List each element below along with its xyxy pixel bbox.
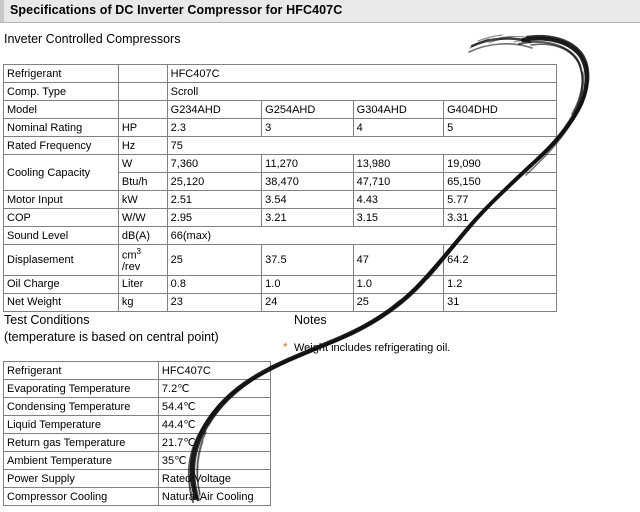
row-value: 31	[444, 293, 557, 311]
row-value: 2.51	[167, 191, 262, 209]
row-value: HFC407C	[158, 362, 270, 380]
row-unit: kg	[118, 293, 167, 311]
row-value: 7.2℃	[158, 380, 270, 398]
row-unit: Hz	[118, 137, 167, 155]
row-value: 13,980	[353, 155, 443, 173]
table-row	[4, 398, 271, 416]
row-label: Ambient Temperature	[4, 452, 159, 470]
row-value: Natural Air Cooling	[158, 488, 270, 506]
test-conditions-table	[3, 361, 271, 506]
table-row	[4, 293, 557, 311]
row-value: 25	[167, 245, 262, 276]
row-unit: W	[118, 155, 167, 173]
row-value: 5	[444, 119, 557, 137]
row-label: Sound Level	[4, 227, 119, 245]
row-label: Liquid Temperature	[4, 416, 159, 434]
section-heading-test-conditions: Test Conditions	[4, 313, 90, 327]
row-value: 47,710	[353, 173, 443, 191]
row-value: 65,150	[444, 173, 557, 191]
document-title-bar	[0, 0, 640, 23]
row-unit	[118, 245, 167, 276]
table-row	[4, 416, 271, 434]
row-label: Condensing Temperature	[4, 398, 159, 416]
row-unit: Btu/h	[118, 173, 167, 191]
row-value: 35℃	[158, 452, 270, 470]
row-value: HFC407C	[167, 65, 556, 83]
row-value: 3.31	[444, 209, 557, 227]
row-value: 3.21	[262, 209, 353, 227]
unit-exponent: 3	[136, 247, 141, 256]
row-value: 4.43	[353, 191, 443, 209]
row-label: Refrigerant	[4, 362, 159, 380]
table-row	[4, 155, 557, 173]
row-value: 75	[167, 137, 556, 155]
unit-cm: cm	[121, 249, 137, 262]
row-value: 0.8	[167, 275, 262, 293]
row-value: 2.95	[167, 209, 262, 227]
row-value: 66(max)	[167, 227, 556, 245]
row-value: 54.4℃	[158, 398, 270, 416]
row-label: Refrigerant	[4, 65, 119, 83]
row-label: Nominal Rating	[4, 119, 119, 137]
table-row	[4, 137, 557, 155]
row-unit	[118, 65, 167, 83]
row-label: Displasement	[4, 245, 119, 276]
table-row	[4, 119, 557, 137]
row-label: Motor Input	[4, 191, 119, 209]
table-row	[4, 191, 557, 209]
row-value: 3.54	[262, 191, 353, 209]
row-value: 1.0	[262, 275, 353, 293]
row-unit: kW	[118, 191, 167, 209]
row-value: 2.3	[167, 119, 262, 137]
row-value: G234AHD	[167, 101, 262, 119]
row-value: 7,360	[167, 155, 262, 173]
row-label: Cooling Capacity	[4, 155, 119, 191]
title-accent	[0, 0, 4, 22]
row-value: G304AHD	[353, 101, 443, 119]
row-value: 25,120	[167, 173, 262, 191]
row-value: 44.4℃	[158, 416, 270, 434]
row-value: 24	[262, 293, 353, 311]
row-value: 19,090	[444, 155, 557, 173]
note-marker-icon: *	[283, 340, 288, 354]
row-value: 3	[262, 119, 353, 137]
section-heading-compressors: Inveter Controlled Compressors	[4, 32, 181, 46]
row-label: Compressor Cooling	[4, 488, 159, 506]
table-row	[4, 380, 271, 398]
row-value: 23	[167, 293, 262, 311]
row-value: 64.2	[444, 245, 557, 276]
row-label: Evaporating Temperature	[4, 380, 159, 398]
row-unit: W/W	[118, 209, 167, 227]
table-row	[4, 452, 271, 470]
table-row	[4, 434, 271, 452]
row-value: 1.0	[353, 275, 443, 293]
row-value: Scroll	[167, 83, 556, 101]
table-row	[4, 101, 557, 119]
row-unit: dB(A)	[118, 227, 167, 245]
row-value: 3.15	[353, 209, 443, 227]
row-label: Rated Frequency	[4, 137, 119, 155]
table-row	[4, 362, 271, 380]
row-value: G254AHD	[262, 101, 353, 119]
table-row	[4, 275, 557, 293]
section-heading-notes: Notes	[294, 313, 327, 327]
row-value: 5.77	[444, 191, 557, 209]
table-row	[4, 245, 557, 276]
table-row	[4, 488, 271, 506]
table-row	[4, 65, 557, 83]
row-label: COP	[4, 209, 119, 227]
note-text: Weight includes refrigerating oil.	[294, 342, 451, 354]
row-unit: Liter	[118, 275, 167, 293]
row-value: Rated Voltage	[158, 470, 270, 488]
row-value: 11,270	[262, 155, 353, 173]
page-title: Specifications of DC Inverter Compressor for HFC407C	[10, 3, 343, 17]
row-unit	[118, 83, 167, 101]
table-row	[4, 83, 557, 101]
table-row	[4, 227, 557, 245]
row-value: G404DHD	[444, 101, 557, 119]
specifications-table	[3, 64, 557, 312]
row-value: 37.5	[262, 245, 353, 276]
row-value: 47	[353, 245, 443, 276]
row-value: 1.2	[444, 275, 557, 293]
row-unit	[118, 101, 167, 119]
table-row	[4, 470, 271, 488]
row-label: Comp. Type	[4, 83, 119, 101]
table-row	[4, 209, 557, 227]
row-label: Net Weight	[4, 293, 119, 311]
row-value: 38,470	[262, 173, 353, 191]
section-subheading-test-conditions: (temperature is based on central point)	[4, 330, 219, 344]
row-label: Power Supply	[4, 470, 159, 488]
row-label: Return gas Temperature	[4, 434, 159, 452]
unit-per-rev: /rev	[121, 261, 141, 274]
row-label: Oil Charge	[4, 275, 119, 293]
row-unit: HP	[118, 119, 167, 137]
row-value: 4	[353, 119, 443, 137]
row-value: 21.7℃	[158, 434, 270, 452]
row-value: 25	[353, 293, 443, 311]
row-label: Model	[4, 101, 119, 119]
